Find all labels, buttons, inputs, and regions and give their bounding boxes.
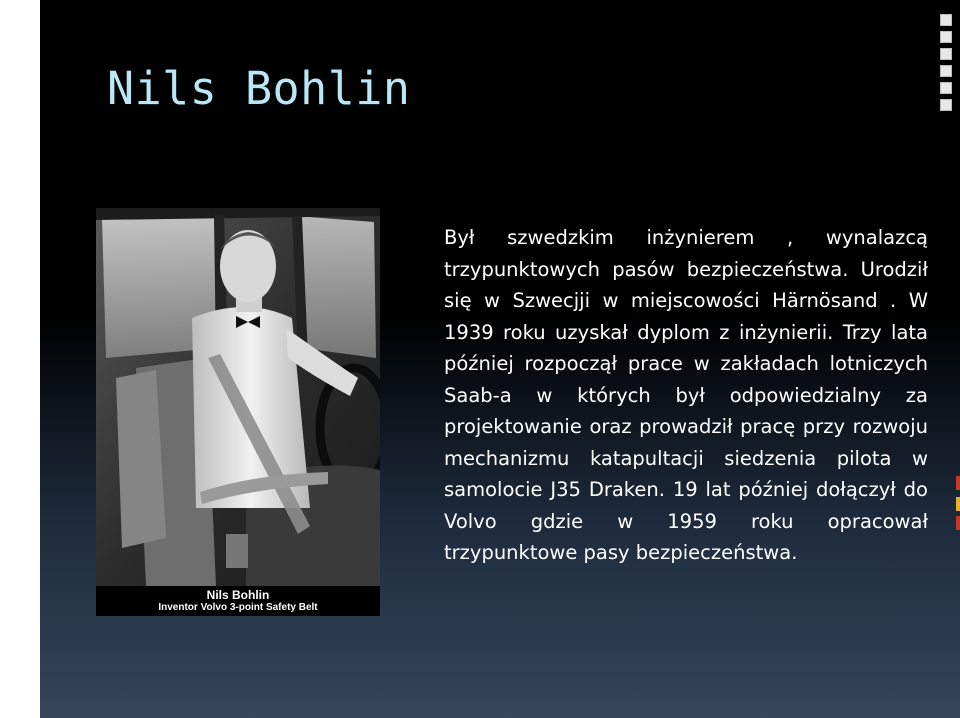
deco-square (940, 31, 952, 43)
deco-red-mark (956, 476, 960, 490)
photo-illustration (96, 208, 380, 586)
deco-square (940, 48, 952, 60)
caption-name: Nils Bohlin (206, 588, 270, 602)
corner-decoration (930, 0, 960, 718)
deco-square (940, 14, 952, 26)
deco-red-mark (956, 516, 960, 530)
photo-caption (96, 586, 380, 616)
deco-square (940, 65, 952, 77)
left-margin-strip (0, 0, 40, 718)
deco-yellow-mark (956, 497, 960, 511)
biography-paragraph: Był szwedzkim inżynierem , wynalazcą trzypunktowych pasów bezpieczeństwa. Urodził się w Szwecjji w miejscowości Härnösand . W 1939 roku uzyskał dyplom z inżynierii. Trzy lata później rozpoczął prace w zakładach lotniczych Saab-a w których był odpowiedzialny za projektowanie oraz prowadził pracę przy rozwoju mechanizmu katapultacji siedzenia pilota w samolocie J35 Draken. 19 lat później dołączył do Volvo gdzie w 1959 roku opracował trzypunktowe pasy bezpieczeństwa. (444, 226, 928, 564)
slide-title: Nils Bohlin (107, 62, 411, 115)
portrait-photo (96, 208, 380, 616)
deco-square (940, 82, 952, 94)
caption-subtitle: Inventor Volvo 3-point Safety Belt (158, 602, 318, 613)
deco-square (940, 99, 952, 111)
